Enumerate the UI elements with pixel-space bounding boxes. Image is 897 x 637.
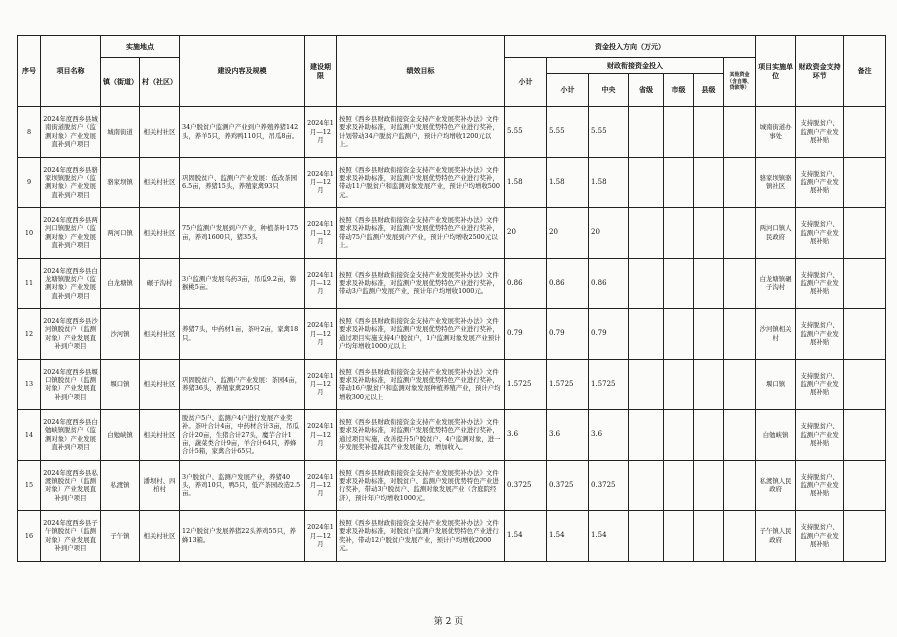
row-content: 3户脱贫户、监测户发展产业，养猪40头，养鸡10只，鸭5只，低产茶园改造2.5亩。 [180, 460, 305, 511]
row-support: 支持脱贫户、监测户产业发展补贴 [796, 511, 844, 562]
row-period: 2024年1月—12月 [305, 107, 337, 158]
row-period: 2024年1月—12月 [305, 258, 337, 309]
row-remark [844, 410, 886, 461]
row-name: 2024年度西乡县城南街道脱贫户（监测对象）产业发展直补到户项目 [41, 107, 101, 158]
row-remark [844, 157, 886, 208]
row-city [664, 511, 694, 562]
row-content: 巩固脱贫户、监测户产业发展：茶园4亩，养猪36头，养殖家禽295只 [180, 359, 305, 410]
table-row [18, 359, 886, 410]
row-city [664, 460, 694, 511]
row-province [629, 107, 664, 158]
row-seq: 11 [18, 258, 41, 309]
row-remark [844, 107, 886, 158]
row-central: 0.3725 [589, 460, 629, 511]
row-goal: 按照《西乡县财政衔接资金支持产业发展奖补办法》文件要求及补助标准，对脱贫户监测户发展优势特色产业进行奖补，带动12户脱贫户发展产业，预计户均增收2000元。 [337, 511, 505, 562]
row-city [664, 157, 694, 208]
row-support: 支持脱贫户、监测户产业发展补贴 [796, 410, 844, 461]
row-remark [844, 511, 886, 562]
row-support: 支持脱贫户、监测户产业发展补贴 [796, 309, 844, 360]
row-goal: 按照《西乡县财政衔接资金支持产业发展奖补办法》文件要求及补助标准，对监测户发展优势特色产业进行奖补，计划带动34户脱贫户监测户，预计户均增收1200元以上。 [337, 107, 505, 158]
row-town: 白龙塘镇 [101, 258, 140, 309]
row-village: 碾子沟村 [140, 258, 180, 309]
row-seq: 13 [18, 359, 41, 410]
row-fiscal-subtotal: 1.58 [547, 157, 589, 208]
row-other [724, 107, 756, 158]
row-other [724, 157, 756, 208]
row-town: 沙河镇 [101, 309, 140, 360]
row-unit: 白勉峡镇 [756, 410, 796, 461]
row-county [694, 511, 724, 562]
row-province [629, 309, 664, 360]
row-name: 2024年度西乡县堰口镇脱贫户（监测对象）产业发展直补到户项目 [41, 359, 101, 410]
row-central: 20 [589, 208, 629, 259]
row-other [724, 309, 756, 360]
table-row [18, 208, 886, 259]
row-content: 脱贫户5户、监测户4户进行发展产业奖补。茶叶合计4亩，中药材合计3亩，吊瓜合计20亩，生猪合计27头，魔芋合计1亩，蔬菜类合计9亩，羊合计64只，养蜂合计5箱，家禽合计65只。 [180, 410, 305, 461]
header-town: 镇（街道） [101, 58, 140, 107]
row-province [629, 157, 664, 208]
row-town: 骆家坝镇 [101, 157, 140, 208]
row-village: 潘坝村、四柏村 [140, 460, 180, 511]
row-content: 12户脱贫户发展养猪22头养鸡55只，养蜂13箱。 [180, 511, 305, 562]
row-subtotal: 0.3725 [505, 460, 547, 511]
row-name: 2024年度西乡县子午镇脱贫户（监测对象）产业发展直补到户项目 [41, 511, 101, 562]
row-town: 子午镇 [101, 511, 140, 562]
row-subtotal: 1.5725 [505, 359, 547, 410]
header-seq: 序号 [18, 36, 41, 107]
row-seq: 9 [18, 157, 41, 208]
row-other [724, 258, 756, 309]
row-fiscal-subtotal: 1.54 [547, 511, 589, 562]
row-fiscal-subtotal: 0.3725 [547, 460, 589, 511]
row-village: 相关村社区 [140, 157, 180, 208]
row-city [664, 258, 694, 309]
row-fiscal-subtotal: 3.6 [547, 410, 589, 461]
row-name: 2024年度西乡县白勉峡镇脱贫户（监测对象）产业发展直补到户项目 [41, 410, 101, 461]
table-row [18, 309, 886, 360]
header-location: 实施地点 [101, 36, 180, 58]
row-period: 2024年1月—12月 [305, 460, 337, 511]
row-village: 相关村社区 [140, 511, 180, 562]
row-central: 0.86 [589, 258, 629, 309]
row-county [694, 157, 724, 208]
header-village: 村（社区） [140, 58, 180, 107]
row-city [664, 359, 694, 410]
row-remark [844, 309, 886, 360]
row-goal: 按照《西乡县财政衔接资金支持产业发展奖补办法》文件要求及补助标准，对监测户发展优势特色产业进行奖补，通过项目实施支持4户脱贫户，1户监测对象发展产业预计户均年增收1000元以上 [337, 309, 505, 360]
row-goal: 按照《西乡县财政衔接资金支持产业发展奖补办法》文件要求及补助标准，对监测户发展优势特色产业进行奖补，带动11户脱贫户和监测对象发展产业，预计户均增收500元。 [337, 157, 505, 208]
row-city [664, 309, 694, 360]
table-row [18, 511, 886, 562]
row-subtotal: 1.54 [505, 511, 547, 562]
row-city [664, 208, 694, 259]
row-village: 相关村社区 [140, 309, 180, 360]
page-number: 第 2 页 [433, 617, 464, 627]
row-name: 2024年度西乡县两河口镇脱贫户（监测对象）产业发展直补到户项目 [41, 208, 101, 259]
row-seq: 14 [18, 410, 41, 461]
row-fiscal-subtotal: 0.86 [547, 258, 589, 309]
row-subtotal: 0.79 [505, 309, 547, 360]
row-seq: 15 [18, 460, 41, 511]
row-province [629, 511, 664, 562]
project-table [17, 35, 886, 562]
table-header [18, 36, 886, 107]
row-town: 两河口镇 [101, 208, 140, 259]
header-goal: 绩效目标 [337, 36, 505, 107]
row-town: 白勉峡镇 [101, 410, 140, 461]
table-row [18, 157, 886, 208]
row-county [694, 460, 724, 511]
row-province [629, 410, 664, 461]
row-town: 私渡镇 [101, 460, 140, 511]
row-town: 城南街道 [101, 107, 140, 158]
row-name: 2024年度西乡县白龙塘镇脱贫户（监测对象）产业发展直补到户项目 [41, 258, 101, 309]
row-central: 1.5725 [589, 359, 629, 410]
row-subtotal: 20 [505, 208, 547, 259]
row-central: 5.55 [589, 107, 629, 158]
row-unit: 子午镇人民政府 [756, 511, 796, 562]
row-unit: 两河口镇人民政府 [756, 208, 796, 259]
row-period: 2024年1月—12月 [305, 208, 337, 259]
row-fiscal-subtotal: 1.5725 [547, 359, 589, 410]
header-unit: 项目实施单位 [756, 36, 796, 107]
row-unit: 城南街道办事处 [756, 107, 796, 158]
row-province [629, 258, 664, 309]
row-town: 堰口镇 [101, 359, 140, 410]
row-fiscal-subtotal: 20 [547, 208, 589, 259]
row-fiscal-subtotal: 5.55 [547, 107, 589, 158]
table-row [18, 107, 886, 158]
row-goal: 按照《西乡县财政衔接资金支持产业发展奖补办法》文件要求及补助标准，对监测户发展优势特色产业进行奖补，带动3户监测户发展产业，预计年户均增收1000元。 [337, 258, 505, 309]
row-other [724, 359, 756, 410]
header-fiscal-subtotal: 小计 [547, 74, 589, 107]
row-period: 2024年1月—12月 [305, 359, 337, 410]
row-unit: 骆家坝镇骆镇社区 [756, 157, 796, 208]
row-remark [844, 258, 886, 309]
header-content: 建设内容及规模 [180, 36, 305, 107]
row-village: 相关村社区 [140, 107, 180, 158]
header-central: 中央 [589, 74, 629, 107]
row-central: 1.54 [589, 511, 629, 562]
row-goal: 按照《西乡县财政衔接资金支持产业发展奖补办法》文件要求及补助标准，对脱贫户、监测户发展优势特色产业进行奖补，带动3户脱贫户、监测对象发展产业（含庭院经济），预计年户均增收1000元。 [337, 460, 505, 511]
row-support: 支持脱贫户、监测户产业发展补贴 [796, 359, 844, 410]
row-period: 2024年1月—12月 [305, 309, 337, 360]
row-support: 支持脱贫户、监测户产业发展补贴 [796, 107, 844, 158]
row-other [724, 511, 756, 562]
row-seq: 10 [18, 208, 41, 259]
row-county [694, 410, 724, 461]
row-remark [844, 359, 886, 410]
header-city: 市级 [664, 74, 694, 107]
row-goal: 按照《西乡县财政衔接资金支持产业发展奖补办法》文件要求及补助标准，对监测户发展优势特色产业进行奖补，带动16户脱贫户和监测对象发展种植养殖产业，预计户均增收300元以上 [337, 359, 505, 410]
row-province [629, 460, 664, 511]
row-seq: 16 [18, 511, 41, 562]
row-period: 2024年1月—12月 [305, 157, 337, 208]
header-funds: 资金投入方向（万元） [505, 36, 756, 58]
row-subtotal: 0.86 [505, 258, 547, 309]
row-name: 2024年度西乡县骆家坝镇脱贫户（监测对象）产业发展直补到户项目 [41, 157, 101, 208]
table-row [18, 410, 886, 461]
row-remark [844, 208, 886, 259]
table-body [18, 107, 886, 562]
header-support: 财政资金支持环节 [796, 36, 844, 107]
row-subtotal: 1.58 [505, 157, 547, 208]
header-county: 县级 [694, 74, 724, 107]
table-row [18, 460, 886, 511]
row-content: 75户监测户发展到户产业，种植茶叶175亩，养鸡1600只，猪35头 [180, 208, 305, 259]
row-period: 2024年1月—12月 [305, 410, 337, 461]
row-support: 支持脱贫户、监测户产业发展补贴 [796, 460, 844, 511]
row-village: 相关村社区 [140, 359, 180, 410]
row-seq: 12 [18, 309, 41, 360]
row-fiscal-subtotal: 0.79 [547, 309, 589, 360]
row-remark [844, 460, 886, 511]
row-county [694, 309, 724, 360]
row-support: 支持脱贫户、监测户产业发展补贴 [796, 258, 844, 309]
row-content: 巩固脱贫户、监测户产业发展：低改茶园6.5亩，养猪15头，养殖家禽93只 [180, 157, 305, 208]
row-subtotal: 3.6 [505, 410, 547, 461]
row-province [629, 359, 664, 410]
row-county [694, 208, 724, 259]
row-content: 34户脱贫户监测户产业到户养殖养猪142头，养羊5只，养鸡鸭110只，吊瓜8亩。 [180, 107, 305, 158]
row-village: 相关村社区 [140, 208, 180, 259]
row-support: 支持脱贫户、监测户产业发展补贴 [796, 208, 844, 259]
row-unit: 白龙塘镇碾子沟村 [756, 258, 796, 309]
row-period: 2024年1月—12月 [305, 511, 337, 562]
row-support: 支持脱贫户、监测户产业发展补贴 [796, 157, 844, 208]
table-row [18, 258, 886, 309]
row-other [724, 410, 756, 461]
row-goal: 按照《西乡县财政衔接资金支持产业发展奖补办法》文件要求及补助标准，对监测户发展优势特色产业进行奖补，通过项目实施，改善提升5户脱贫户、4户监测对象，进一步发展奖补提高其产业发展能力，增加收入。 [337, 410, 505, 461]
row-goal: 按照《西乡县财政衔接资金支持产业发展奖补办法》文件要求及补助标准，对监测户发展优势特色产业进行奖补，带动75户监测户发展到户产业，预计户均增收2500元以上。 [337, 208, 505, 259]
row-county [694, 258, 724, 309]
header-other: 其他资金（含自筹、贷款等） [724, 58, 756, 107]
row-content: 3户监测户发展乌药3亩，吊瓜9.2亩，猕猴桃5亩。 [180, 258, 305, 309]
header-fiscal: 财政衔接资金投入 [547, 58, 724, 74]
row-city [664, 107, 694, 158]
header-period: 建设期限 [305, 36, 337, 107]
row-county [694, 359, 724, 410]
row-other [724, 460, 756, 511]
row-central: 1.58 [589, 157, 629, 208]
header-name: 项目名称 [41, 36, 101, 107]
row-county [694, 107, 724, 158]
row-village: 相关村社区 [140, 410, 180, 461]
header-subtotal: 小计 [505, 58, 547, 107]
row-content: 养猪7头，中药材1亩，茶叶2亩，家禽18只。 [180, 309, 305, 360]
row-unit: 私渡镇人民政府 [756, 460, 796, 511]
header-province: 省级 [629, 74, 664, 107]
row-city [664, 410, 694, 461]
row-other [724, 208, 756, 259]
row-seq: 8 [18, 107, 41, 158]
row-name: 2024年度西乡县沙河镇脱贫户（监测对象）产业发展直补到户项目 [41, 309, 101, 360]
row-unit: 堰口镇 [756, 359, 796, 410]
header-remark: 备注 [844, 36, 886, 107]
row-central: 3.6 [589, 410, 629, 461]
row-province [629, 208, 664, 259]
row-name: 2024年度西乡县私渡镇脱贫户（监测对象）产业发展直补到户项目 [41, 460, 101, 511]
row-unit: 沙河镇相关村 [756, 309, 796, 360]
row-subtotal: 5.55 [505, 107, 547, 158]
row-central: 0.79 [589, 309, 629, 360]
